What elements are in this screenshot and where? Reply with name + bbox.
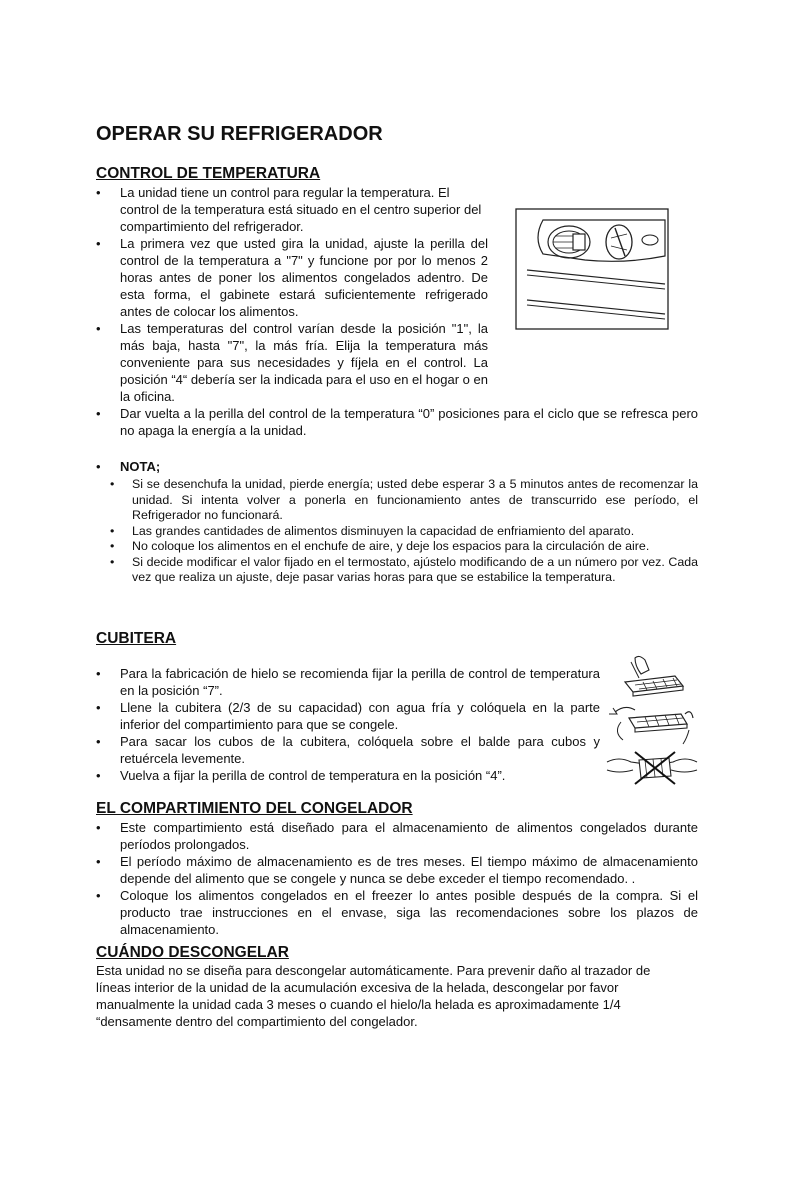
heading-defrost: CUÁNDO DESCONGELAR [96,944,289,961]
ice-tray-list [96,665,600,784]
list-item: • Las temperaturas del control varían desde la posición "1", la más baja, hasta "7", la más fría. Elija la temperatura más conveniente para sus necesidades y fíjela en el control. La posición “4“ debería ser la indicada para el uso en el hogar o en la oficina. [96,320,488,405]
note-label: NOTA; [120,459,161,474]
freezer-list [96,819,698,938]
page-title: OPERAR SU REFRIGERADOR [96,123,383,145]
list-item: • Vuelva a fijar la perilla de control de temperatura en la posición “4”. [96,767,600,784]
note-item: • No coloque los alimentos en el enchufe de aire, y deje los espacios para la circulación de aire. [96,539,698,555]
note-item: • Si decide modificar el valor fijado en el termostato, ajústelo modificando de a un número por vez. Cada vez que realiza un ajuste, deje pasar varias horas para que se estabilice la temperatura. [96,555,698,586]
list-item: • Para sacar los cubos de la cubitera, colóquela sobre el balde para cubos y retuércela levemente. [96,733,600,767]
heading-ice-tray: CUBITERA [96,630,177,647]
list-item: • Para la fabricación de hielo se recomienda fijar la perilla de control de temperatura en la posición “7”. [96,665,600,699]
thermostat-illustration [515,208,669,330]
list-item: • Coloque los alimentos congelados en el freezer lo antes posible después de la compra. Si el producto trae instrucciones en el envase, siga las recomendaciones sobre los plazos de almacenamiento. [96,887,698,938]
note-item: • Si se desenchufa la unidad, pierde energía; usted debe esperar 3 a 5 minutos antes de recomenzar la unidad. Si intenta volver a ponerla en funcionamiento antes de transcurrido ese período, el Refrigerador no funcionará. [96,477,698,524]
note-item: • Las grandes cantidades de alimentos disminuyen la capacidad de enfriamiento del aparato. [96,524,698,540]
list-item: • La unidad tiene un control para regular la temperatura. El control de la temperatura está situado en el centro superior del compartimiento del refrigerador. [96,184,488,235]
note-list [96,477,698,586]
list-item: • Llene la cubitera (2/3 de su capacidad) con agua fría y colóquela en la parte inferior del compartimiento para que se congele. [96,699,600,733]
ice-tray-illustration [605,652,700,792]
list-item: • El período máximo de almacenamiento es de tres meses. El tiempo máximo de almacenamiento depende del alimento que se congele y nunca se debe exceder el tiempo recomendado. . [96,853,698,887]
list-item: • Dar vuelta a la perilla del control de la temperatura “0” posiciones para el ciclo que se refresca pero no apaga la energía a la unidad. [96,405,698,439]
list-item: • Este compartimiento está diseñado para el almacenamiento de alimentos congelados durante períodos prolongados. [96,819,698,853]
list-item: • La primera vez que usted gira la unidad, ajuste la perilla del control de la temperatura a "7" y funcione por por lo menos 2 horas antes de poner los alimentos congelados adentro. De esta forma, el gabinete estará suficientemente refrigerado antes de colocar los alimentos. [96,235,488,320]
note-block [96,458,698,586]
heading-freezer: EL COMPARTIMIENTO DEL CONGELADOR [96,800,413,817]
defrost-paragraph: Esta unidad no se diseña para descongelar automáticamente. Para prevenir daño al trazador de líneas interior de la unidad de la acumulación excesiva de la helada, descongelar por favor manualmente la unidad cada 3 meses o cuando el hielo/la helada es aproximadamente 1/4 “densamente dentro del compartimiento del congelador. [96,963,651,1029]
temperature-list-wide [96,405,698,439]
heading-temperature-control: CONTROL DE TEMPERATURA [96,165,321,182]
temperature-list-narrow [96,184,488,405]
